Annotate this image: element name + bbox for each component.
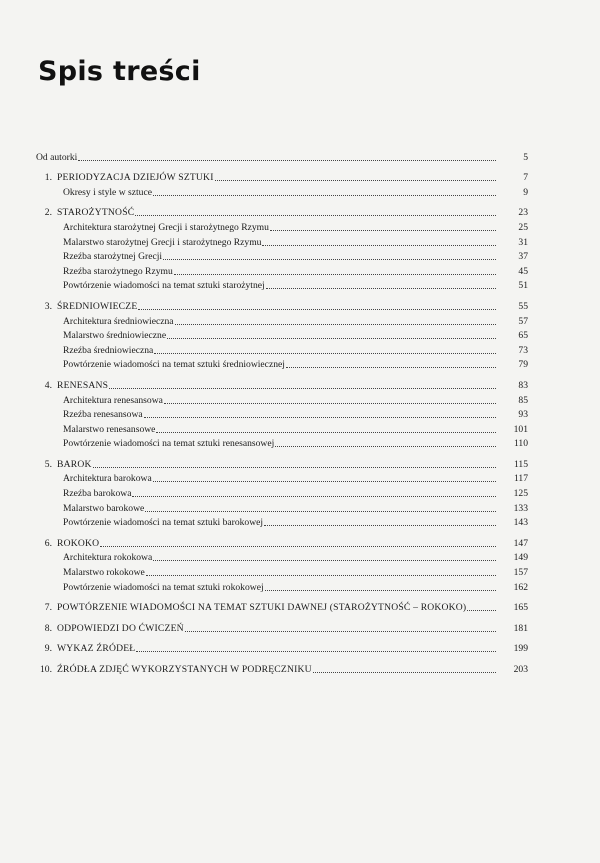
toc-chapter-entry[interactable] — [36, 599, 528, 614]
dot-leader — [144, 416, 496, 418]
toc-page-number: 125 — [513, 488, 528, 500]
toc-page-number: 165 — [513, 602, 528, 614]
toc-section-entry[interactable] — [36, 262, 528, 277]
toc-chapter-entry[interactable] — [36, 660, 528, 675]
dot-leader — [78, 159, 496, 161]
dot-leader — [93, 466, 496, 468]
section-title: Malarstwo starożytnej Grecji i starożytnego Rzymu — [63, 236, 262, 248]
chapter-title: ODPOWIEDZI DO ĆWICZEŃ — [57, 622, 184, 634]
section-title: Rzeźba średniowieczna — [63, 344, 154, 356]
toc-page-number: 93 — [518, 409, 528, 421]
dot-leader — [286, 366, 496, 368]
toc-page-number: 83 — [518, 379, 528, 391]
toc-page-number: 9 — [523, 186, 528, 198]
section-title: Architektura rokokowa — [63, 552, 153, 564]
dot-leader — [215, 179, 496, 181]
chapter-title: PERIODYZACJA DZIEJÓW SZTUKI — [57, 172, 214, 184]
section-title: Architektura średniowieczna — [63, 315, 174, 327]
chapter-title: ŚREDNIOWIECZE — [57, 300, 138, 312]
dot-leader — [467, 609, 496, 611]
chapter-number: 2. — [44, 207, 52, 219]
toc-page-number: 117 — [513, 473, 528, 485]
chapter-number: 7. — [44, 602, 52, 614]
section-title: Rzeźba starożytnej Grecji — [63, 251, 163, 263]
dot-leader — [135, 214, 496, 216]
toc-chapter-entry[interactable] — [36, 640, 528, 655]
chapter-title: BAROK — [57, 458, 92, 470]
dot-leader — [313, 671, 496, 673]
toc-section-entry[interactable] — [36, 233, 528, 248]
dot-leader — [136, 650, 496, 652]
toc-section-entry[interactable] — [36, 341, 528, 356]
toc-section-entry[interactable] — [36, 312, 528, 327]
dot-leader — [174, 273, 496, 275]
section-title: Okresy i style w sztuce — [63, 186, 152, 198]
toc-chapter-entry[interactable] — [36, 169, 528, 184]
toc-page-number: 149 — [513, 552, 528, 564]
dot-leader — [275, 445, 496, 447]
toc-page-number: 162 — [513, 581, 528, 593]
toc-section-entry[interactable] — [36, 514, 528, 529]
toc-page-number: 5 — [523, 151, 528, 163]
toc-chapter-entry[interactable] — [36, 455, 528, 470]
toc-section-entry[interactable] — [36, 218, 528, 233]
toc-section-entry[interactable] — [36, 563, 528, 578]
dot-leader — [163, 258, 496, 260]
toc-chapter-entry[interactable] — [36, 297, 528, 312]
chapter-number: 8. — [44, 622, 52, 634]
toc-page-number: 37 — [518, 251, 528, 263]
dot-leader — [265, 589, 496, 591]
toc-page-number: 101 — [513, 423, 528, 435]
dot-leader — [266, 287, 496, 289]
dot-leader — [264, 524, 496, 526]
toc-page-number: 25 — [518, 221, 528, 233]
dot-leader — [156, 431, 496, 433]
section-title: Architektura starożytnej Grecji i starożytnego Rzymu — [63, 221, 269, 233]
toc-page-number: 57 — [518, 315, 528, 327]
toc-section-entry[interactable] — [36, 578, 528, 593]
toc-section-entry[interactable] — [36, 391, 528, 406]
section-title: Powtórzenie wiadomości na temat sztuki średniowiecznej — [63, 359, 285, 371]
toc-page-number: 157 — [513, 567, 528, 579]
toc-section-entry[interactable] — [36, 549, 528, 564]
toc-section-entry[interactable] — [36, 484, 528, 499]
toc-page-number: 55 — [518, 300, 528, 312]
toc-entry-intro[interactable] — [36, 148, 528, 163]
toc-section-entry[interactable] — [36, 435, 528, 450]
dot-leader — [100, 545, 496, 547]
toc-section-entry[interactable] — [36, 406, 528, 421]
dot-leader — [153, 480, 496, 482]
toc-chapter-entry[interactable] — [36, 376, 528, 391]
section-title: Powtórzenie wiadomości na temat sztuki barokowej — [63, 517, 264, 529]
section-title: Malarstwo średniowieczne — [63, 330, 167, 342]
dot-leader — [153, 559, 496, 561]
toc-page-number: 203 — [513, 664, 528, 675]
chapter-number: 3. — [44, 300, 52, 312]
toc-page-number: 51 — [518, 280, 528, 292]
toc-chapter-entry[interactable] — [36, 534, 528, 549]
dot-leader — [270, 229, 496, 231]
toc-page-number: 143 — [513, 517, 528, 529]
chapter-title: ROKOKO — [57, 537, 100, 549]
toc-page-number: 73 — [518, 344, 528, 356]
toc-section-entry[interactable] — [36, 277, 528, 292]
toc-page-number: 79 — [518, 359, 528, 371]
section-title: Malarstwo barokowe — [63, 502, 145, 514]
section-title: Rzeźba barokowa — [63, 488, 132, 500]
section-title: Rzeźba renesansowa — [63, 409, 143, 421]
toc-chapters — [36, 169, 528, 681]
section-title: Powtórzenie wiadomości na temat sztuki renesansowej — [63, 438, 275, 450]
chapter-number: 6. — [44, 537, 52, 549]
toc-section-entry[interactable] — [36, 470, 528, 485]
toc-page-number: 7 — [523, 172, 528, 184]
section-title: Architektura barokowa — [63, 473, 152, 485]
toc-page-number: 115 — [513, 458, 528, 470]
dot-leader — [109, 387, 496, 389]
dot-leader — [167, 337, 496, 339]
chapter-number: 10. — [40, 664, 52, 675]
toc-page-number: 31 — [518, 236, 528, 248]
page-title: Spis treści — [38, 56, 201, 87]
chapter-title: RENESANS — [57, 379, 109, 391]
dot-leader — [164, 402, 496, 404]
toc-page-number: 65 — [518, 330, 528, 342]
dot-leader — [145, 510, 496, 512]
chapter-number: 5. — [44, 458, 52, 470]
dot-leader — [138, 308, 496, 310]
toc-section-entry[interactable] — [36, 420, 528, 435]
toc-page-number: 23 — [518, 207, 528, 219]
toc-page-number: 45 — [518, 265, 528, 277]
table-of-contents — [36, 148, 528, 681]
section-title: Malarstwo rokokowe — [63, 567, 145, 579]
dot-leader — [153, 194, 496, 196]
section-title: Malarstwo renesansowe — [63, 423, 156, 435]
section-title: Rzeźba starożytnego Rzymu — [63, 265, 173, 277]
chapter-title: POWTÓRZENIE WIADOMOŚCI NA TEMAT SZTUKI DAWNEJ (STAROŻYTNOŚĆ – ROKOKO) — [57, 602, 467, 614]
chapter-number: 1. — [44, 172, 52, 184]
toc-section-entry[interactable] — [36, 248, 528, 263]
toc-section-entry[interactable] — [36, 183, 528, 198]
dot-leader — [132, 495, 496, 497]
toc-section-entry[interactable] — [36, 327, 528, 342]
section-title: Powtórzenie wiadomości na temat sztuki rokokowej — [63, 581, 264, 593]
toc-page-number: 181 — [513, 622, 528, 634]
section-title: Powtórzenie wiadomości na temat sztuki starożytnej — [63, 280, 265, 292]
chapter-number: 4. — [44, 379, 52, 391]
toc-page-number: 199 — [513, 643, 528, 655]
toc-page-number: 147 — [513, 537, 528, 549]
dot-leader — [146, 574, 496, 576]
dot-leader — [185, 630, 496, 632]
toc-page-number: 110 — [513, 438, 528, 450]
toc-page-number: 133 — [513, 502, 528, 514]
dot-leader — [262, 244, 496, 246]
toc-section-entry[interactable] — [36, 356, 528, 371]
chapter-title: STAROŻYTNOŚĆ — [57, 207, 135, 219]
toc-page-number: 85 — [518, 394, 528, 406]
section-title: Architektura renesansowa — [63, 394, 163, 406]
toc-chapter-entry[interactable] — [36, 619, 528, 634]
dot-leader — [154, 352, 496, 354]
toc-section-entry[interactable] — [36, 499, 528, 514]
chapter-number: 9. — [44, 643, 52, 655]
chapter-title: WYKAZ ŹRÓDEŁ — [57, 643, 136, 655]
dot-leader — [175, 323, 496, 325]
toc-chapter-entry[interactable] — [36, 204, 528, 219]
toc-entry-title: Od autorki — [36, 151, 78, 163]
chapter-title: ŹRÓDŁA ZDJĘĆ WYKORZYSTANYCH W PODRĘCZNIKU — [57, 664, 312, 675]
